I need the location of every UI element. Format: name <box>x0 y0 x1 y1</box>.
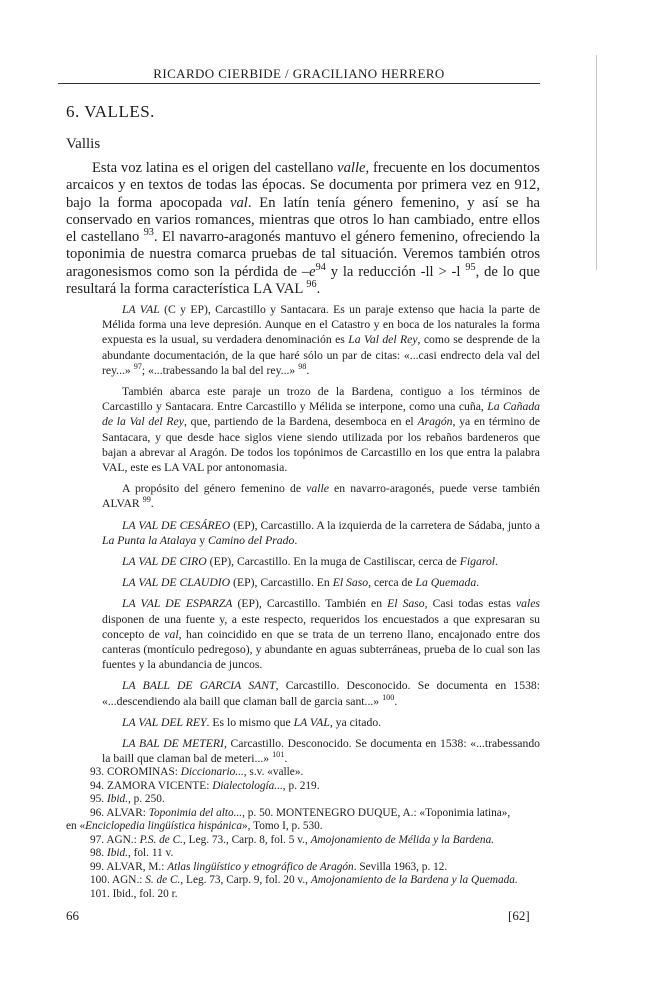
text: (EP), Carcastillo. En la muga de Castiliscar, cerca de <box>206 555 460 569</box>
text: (EP), Carcastillo. También en <box>232 597 388 611</box>
text: . <box>150 497 154 511</box>
italic-term: Toponimia del alto... <box>148 806 243 819</box>
entry-garcia-sant <box>102 678 540 708</box>
entry-claudio <box>102 575 540 590</box>
text: , fol. 11 v. <box>127 847 174 859</box>
page-number: 66 <box>66 908 79 923</box>
footnote <box>66 780 540 794</box>
text: , como se desprende de la abundante documentación, de la que haré sólo un par de citas: «...casi endrecto dela val del rey...» <box>102 333 541 377</box>
footnote-ref: 93 <box>143 227 154 239</box>
entry-name: LA VAL DE CLAUDIO <box>122 576 231 590</box>
italic-term: LA VAL <box>293 715 330 729</box>
italic-term: Aragón <box>417 415 453 429</box>
text: (EP), Carcastillo. A la izquierda de la carretera de Sádaba, junto a <box>230 518 540 532</box>
body-paragraph <box>66 160 540 298</box>
footnote-ref: 100 <box>382 692 395 702</box>
page-reference: [62] <box>508 908 530 923</box>
footnotes <box>66 766 540 901</box>
text: , s.v. «valle». <box>243 766 304 778</box>
entry-meteri <box>102 736 540 766</box>
italic-term: vales <box>515 597 540 611</box>
entry-name: LA BAL DE METERI <box>122 737 224 751</box>
footnote-ref: 96 <box>306 279 317 291</box>
footnote <box>66 861 540 875</box>
text: 100. AGN.: <box>90 874 146 886</box>
italic-term: Ibid. <box>106 847 128 859</box>
text: A propósito del género femenino de <box>122 482 307 496</box>
text: . Es lo mismo que <box>206 715 294 729</box>
entry-name: LA BALL DE GARCIA SANT <box>122 679 276 693</box>
entry-val-del-rey <box>102 715 540 730</box>
entry-paragraph <box>102 384 540 475</box>
text: », Tomo I, p. 530. <box>242 820 323 832</box>
text: . <box>306 363 310 377</box>
entry-name: LA VAL DE CIRO <box>122 555 207 569</box>
text: ; «...trabessando la bal del rey...» <box>141 363 299 377</box>
footnote-ref: 95 <box>465 261 476 273</box>
footnote <box>66 874 540 888</box>
entry-name: LA VAL DEL REY <box>122 715 207 729</box>
text: , Carcastillo. Desconocido. Se documenta en 1538: «...descendiendo ala baill que claman ball de garcia sant...» <box>102 679 541 708</box>
text: y <box>196 533 208 547</box>
italic-term: La Val del Rey <box>348 333 418 347</box>
entry-name: LA VAL DE CESÁREO <box>122 518 231 532</box>
text: , cerca de <box>368 576 416 590</box>
italic-term: val <box>164 627 179 641</box>
text: 94. ZAMORA VICENTE: <box>90 779 213 792</box>
italic-term: La Cañada de la Val del Rey <box>102 400 541 429</box>
text: , Carcastillo. Desconocido. Se documenta en 1538: «...trabessando la baill que claman bal de meteri...» <box>102 737 541 766</box>
text: . En latín tenía género femenino, y así se ha conservado en varios romances, mientras que otros lo han cambiado, entre ellos el castellano <box>66 194 540 246</box>
text: , han coincidido en que se trata de un terreno llano, encajonado entre dos canteras (montículo pedregoso), y abundante en aguas subterráneas, prueba de lo cual son las fuentes y la abundancia de juncos. <box>102 627 541 672</box>
italic-term: P.S. de C. <box>139 833 184 846</box>
text: También abarca este paraje un trozo de la Bardena, contiguo a los términos de Carcastillo y Santacara. Entre Carcastillo y Mélida se interpone, como una cuña, <box>102 385 540 414</box>
italic-term: valle <box>337 160 366 176</box>
text: en navarro-aragonés, puede verse también ALVAR <box>102 482 540 511</box>
italic-term: S. de C. <box>145 874 181 886</box>
text: y la reducción -ll > -l <box>325 263 466 280</box>
text: , ya citado. <box>329 715 382 729</box>
text: , de lo que resultará la forma característica LA VAL <box>66 263 540 298</box>
text: . <box>284 752 288 766</box>
footnote-ref: 97 <box>133 361 142 371</box>
text: (C y EP), Carcastillo y Santacara. Es un paraje extenso que hacia la parte de Mélida forma una leve depresión. Aunque en el Catastro y en boca de los naturales la forma expuesta es la usual, su verdadera denominación es <box>102 303 541 347</box>
text: Esta voz latina es el origen del castellano <box>92 160 338 176</box>
footnote: 101. Ibid., fol. 20 r. <box>90 887 178 900</box>
text: 95. <box>90 793 107 805</box>
text: . <box>495 555 498 569</box>
page-edge-line <box>596 55 597 270</box>
italic-term: Atlas lingüístico y etnográfico de Aragón <box>167 860 354 873</box>
footnote-ref: 99 <box>142 495 151 505</box>
footnote <box>66 847 540 861</box>
italic-term: La Punta la Atalaya <box>102 533 197 547</box>
entry-name: LA VAL DE ESPARZA <box>122 597 233 611</box>
text: . El navarro-aragonés mantuvo el género femenino, ofreciendo la toponimia de nuestra comarca pruebas de tal situación. Veremos también otros aragonesismos como son la pérdida de <box>66 229 540 280</box>
italic-term: valle <box>306 482 329 496</box>
italic-term: Enciclopedia lingüística hispánica <box>85 820 243 832</box>
italic-term: Dialectología... <box>212 779 283 792</box>
text: 93. COROMINAS: <box>90 766 181 778</box>
italic-term: Amojonamiento de la Bardena y la Quemada. <box>310 874 518 886</box>
footnote <box>66 834 540 848</box>
text: , ya en término de Santacara, y que desde hace siglos viene siendo utilizada por los rebaños bardeneros que bajan a abrevar al Aragón. De todos los topónimos de Carcastillo en los que entra la palabra VAL, este es LA VAL por antonomasia. <box>102 415 540 475</box>
text: , p. 219. <box>282 779 320 792</box>
text: . <box>316 281 321 298</box>
header-rule <box>58 83 540 84</box>
text: 99. ALVAR, M.: <box>90 860 168 873</box>
text: . Sevilla 1963, p. 12. <box>353 860 448 873</box>
body-text <box>66 160 540 298</box>
entry-ciro <box>102 554 540 569</box>
entry-cesareo <box>102 518 540 548</box>
entries <box>102 302 540 772</box>
italic-term: El Saso <box>332 576 369 590</box>
italic-term: Figarol <box>459 555 496 569</box>
section-title: 6. VALLES. <box>66 102 155 121</box>
running-header: RICARDO CIERBIDE / GRACILIANO HERRERO <box>153 66 445 81</box>
text: . <box>476 576 480 590</box>
text: (EP), Carcastillo. En <box>230 576 333 590</box>
footnote-ref: 98 <box>298 361 307 371</box>
text: , Casi todas estas <box>424 597 516 611</box>
text: 98. <box>90 847 107 859</box>
text: , p. 50. MONTENEGRO DUQUE, A.: «Toponimia latina», <box>242 806 511 819</box>
footnote-ref: 94 <box>315 261 326 273</box>
italic-term: Camino del Prado <box>207 533 295 547</box>
text: , p. 250. <box>127 793 165 805</box>
text: . <box>294 533 298 547</box>
text: disponen de una fuente y, a este respecto, requeridos los encuestados a que expresaran su concepto de <box>102 612 540 641</box>
text: , que, partiendo de la Bardena, desemboca en el <box>183 415 418 429</box>
italic-term: La Quemada <box>415 576 477 590</box>
italic-term: Amojonamiento de Mélida y la Bardena. <box>310 833 495 846</box>
footnote <box>66 766 540 780</box>
text: 96. ALVAR: <box>90 806 149 819</box>
subsection-title: Vallis <box>66 136 101 152</box>
entry-esparza <box>102 596 540 672</box>
italic-term: El Saso <box>387 597 425 611</box>
entry-paragraph <box>102 481 540 511</box>
footnote-continuation <box>66 820 540 834</box>
entry-name: LA VAL <box>122 303 160 316</box>
text: en « <box>66 820 86 832</box>
text: . <box>394 694 398 708</box>
text: , Leg. 73, Carp. 9, fol. 20 v., <box>180 874 311 886</box>
italic-term: Ibid. <box>106 793 128 805</box>
italic-term: Diccionario... <box>180 766 244 778</box>
text: , Leg. 73., Carp. 8, fol. 5 v., <box>183 833 311 846</box>
text: 97. AGN.: <box>90 833 140 846</box>
entry-la-val <box>102 302 540 378</box>
text: , frecuente en los documentos arcaicos y en textos de todas las épocas. Se documenta por primera vez en 912, bajo la forma apocopada <box>66 160 540 211</box>
italic-term: val <box>230 194 248 211</box>
footnote <box>66 793 540 807</box>
italic-term: –e <box>301 263 316 280</box>
footnote-ref: 101 <box>272 750 285 760</box>
footnote <box>66 807 540 821</box>
